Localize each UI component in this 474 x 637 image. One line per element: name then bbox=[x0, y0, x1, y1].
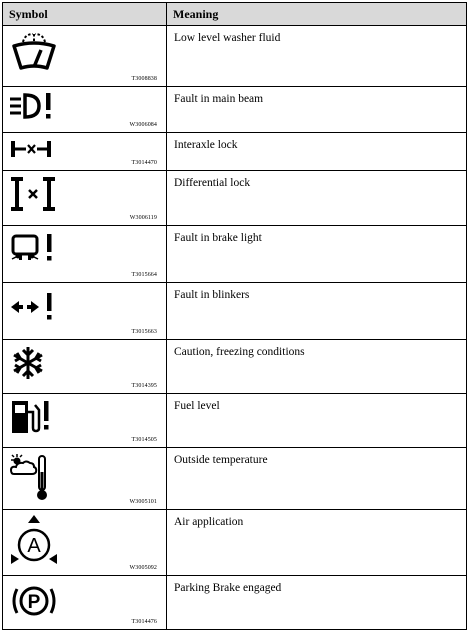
symbol-code: T3014470 bbox=[131, 160, 157, 166]
blinker-fault-icon bbox=[9, 287, 59, 325]
meaning-cell: Low level washer fluid bbox=[167, 26, 467, 87]
symbol-column-header: Symbol bbox=[3, 3, 167, 26]
table-row bbox=[3, 394, 467, 448]
symbol-cell bbox=[3, 510, 167, 576]
meaning-cell: Caution, freezing conditions bbox=[167, 340, 467, 394]
symbol-cell bbox=[3, 87, 167, 133]
meaning-cell: Parking Brake engaged bbox=[167, 576, 467, 630]
symbol-cell bbox=[3, 340, 167, 394]
symbol-code: T3015664 bbox=[131, 272, 157, 278]
meaning-cell: Air application bbox=[167, 510, 467, 576]
differential-lock-icon bbox=[9, 175, 59, 217]
meaning-cell: Fuel level bbox=[167, 394, 467, 448]
meaning-cell: Differential lock bbox=[167, 171, 467, 226]
symbol-code: T3015663 bbox=[131, 329, 157, 335]
outside-temperature-icon bbox=[9, 452, 55, 504]
main-beam-fault-icon bbox=[9, 91, 57, 125]
symbol-code: W3005092 bbox=[129, 565, 157, 571]
symbol-code: T3014505 bbox=[131, 437, 157, 443]
fuel-pump-warning-icon bbox=[9, 398, 53, 440]
symbol-cell bbox=[3, 26, 167, 87]
symbol-code: W3006119 bbox=[129, 215, 157, 221]
windshield-washer-fluid-icon bbox=[9, 30, 59, 78]
table-row bbox=[3, 133, 467, 171]
table-row bbox=[3, 26, 467, 87]
table-row bbox=[3, 448, 467, 510]
symbol-cell bbox=[3, 394, 167, 448]
meaning-cell: Interaxle lock bbox=[167, 133, 467, 171]
svg-text:P: P bbox=[27, 592, 41, 613]
symbol-table bbox=[2, 2, 467, 630]
symbol-code: W3006084 bbox=[129, 122, 157, 128]
snowflake-icon bbox=[9, 344, 49, 384]
symbol-code: T3014395 bbox=[131, 383, 157, 389]
interaxle-lock-icon bbox=[9, 139, 55, 161]
table-row bbox=[3, 87, 467, 133]
meaning-cell: Fault in blinkers bbox=[167, 283, 467, 340]
table-row bbox=[3, 340, 467, 394]
symbol-cell bbox=[3, 448, 167, 510]
symbol-cell bbox=[3, 576, 167, 630]
table-header-row bbox=[3, 3, 467, 26]
symbol-cell bbox=[3, 283, 167, 340]
symbol-code: T3014476 bbox=[131, 619, 157, 625]
meaning-cell: Fault in main beam bbox=[167, 87, 467, 133]
table-row bbox=[3, 576, 467, 630]
svg-text:A: A bbox=[27, 535, 41, 557]
table-row bbox=[3, 171, 467, 226]
meaning-cell: Fault in brake light bbox=[167, 226, 467, 283]
air-application-icon bbox=[9, 514, 59, 568]
symbol-code: T3008838 bbox=[131, 76, 157, 82]
symbol-cell bbox=[3, 226, 167, 283]
table-row bbox=[3, 226, 467, 283]
meaning-column-header: Meaning bbox=[167, 3, 467, 26]
symbol-code: W3005101 bbox=[129, 499, 157, 505]
symbol-cell bbox=[3, 171, 167, 226]
symbol-cell bbox=[3, 133, 167, 171]
parking-brake-icon bbox=[9, 580, 59, 622]
table-row bbox=[3, 510, 467, 576]
meaning-cell: Outside temperature bbox=[167, 448, 467, 510]
table-row bbox=[3, 283, 467, 340]
brake-light-fault-icon bbox=[9, 232, 59, 272]
